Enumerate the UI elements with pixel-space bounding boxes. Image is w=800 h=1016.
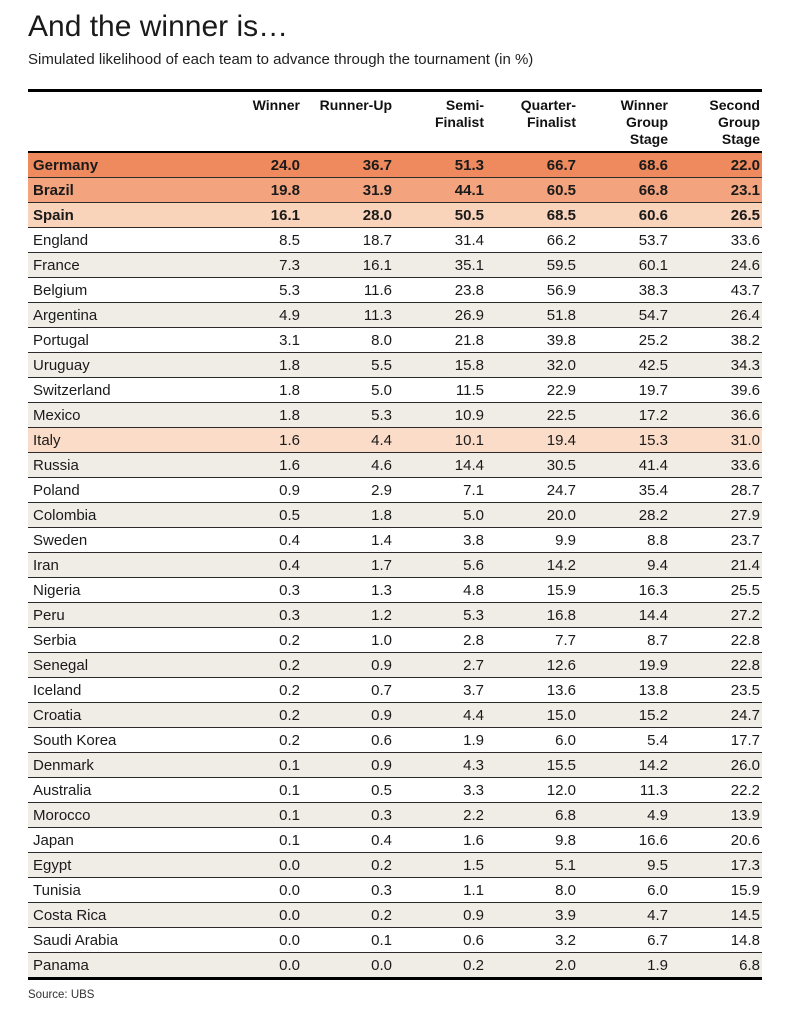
table-row bbox=[28, 777, 762, 802]
cell-value: 0.1 bbox=[279, 831, 300, 849]
cell-value: 66.2 bbox=[546, 231, 576, 249]
cell-value: 19.7 bbox=[638, 381, 668, 399]
table-row bbox=[28, 802, 762, 827]
team-name: France bbox=[33, 256, 80, 274]
cell-value: 11.5 bbox=[455, 381, 484, 399]
cell-value: 1.0 bbox=[371, 631, 392, 649]
cell-value: 11.6 bbox=[363, 281, 392, 299]
cell-value: 22.8 bbox=[730, 631, 760, 649]
table-row bbox=[28, 477, 762, 502]
cell-value: 60.6 bbox=[638, 206, 668, 224]
cell-value: 4.7 bbox=[647, 906, 668, 924]
cell-value: 7.7 bbox=[555, 631, 576, 649]
team-name: Japan bbox=[33, 831, 74, 849]
cell-value: 5.3 bbox=[279, 281, 300, 299]
cell-value: 42.5 bbox=[638, 356, 668, 374]
cell-value: 14.5 bbox=[730, 906, 760, 924]
cell-value: 23.1 bbox=[730, 181, 760, 199]
cell-value: 3.2 bbox=[555, 931, 576, 949]
cell-value: 35.4 bbox=[638, 481, 668, 499]
cell-value: 15.0 bbox=[546, 706, 576, 724]
table-row bbox=[28, 627, 762, 652]
cell-value: 22.5 bbox=[546, 406, 576, 424]
cell-value: 5.5 bbox=[371, 356, 392, 374]
table-row bbox=[28, 277, 762, 302]
cell-value: 0.3 bbox=[371, 881, 392, 899]
team-name: Panama bbox=[33, 956, 89, 974]
team-name: Italy bbox=[33, 431, 61, 449]
cell-value: 20.6 bbox=[730, 831, 760, 849]
table-row bbox=[28, 852, 762, 877]
cell-value: 28.2 bbox=[638, 506, 668, 524]
table-row bbox=[28, 452, 762, 477]
cell-value: 41.4 bbox=[638, 456, 668, 474]
cell-value: 0.9 bbox=[371, 656, 392, 674]
cell-value: 16.6 bbox=[638, 831, 668, 849]
table-row bbox=[28, 952, 762, 978]
cell-value: 0.4 bbox=[371, 831, 392, 849]
cell-value: 38.2 bbox=[730, 331, 760, 349]
table-row bbox=[28, 752, 762, 777]
table-row bbox=[28, 702, 762, 727]
cell-value: 2.7 bbox=[463, 656, 484, 674]
team-name: Poland bbox=[33, 481, 80, 499]
cell-value: 11.3 bbox=[363, 306, 392, 324]
cell-value: 17.3 bbox=[730, 856, 760, 874]
cell-value: 44.1 bbox=[454, 181, 484, 199]
page-title: And the winner is… bbox=[28, 10, 289, 43]
cell-value: 14.8 bbox=[730, 931, 760, 949]
cell-value: 26.0 bbox=[730, 756, 760, 774]
table-row bbox=[28, 577, 762, 602]
cell-value: 10.1 bbox=[454, 431, 484, 449]
cell-value: 43.7 bbox=[730, 281, 760, 299]
table-header-row bbox=[28, 90, 762, 152]
cell-value: 34.3 bbox=[730, 356, 760, 374]
column-header-winner-group-stage: Winner Group Stage bbox=[578, 90, 670, 152]
cell-value: 5.4 bbox=[647, 731, 668, 749]
cell-value: 0.9 bbox=[463, 906, 484, 924]
team-name: Sweden bbox=[33, 531, 88, 549]
cell-value: 36.6 bbox=[730, 406, 760, 424]
cell-value: 0.0 bbox=[279, 881, 300, 899]
cell-value: 22.0 bbox=[730, 156, 760, 174]
cell-value: 4.4 bbox=[371, 431, 392, 449]
cell-value: 16.3 bbox=[638, 581, 668, 599]
cell-value: 17.7 bbox=[730, 731, 760, 749]
cell-value: 1.6 bbox=[279, 456, 300, 474]
cell-value: 9.9 bbox=[555, 531, 576, 549]
cell-value: 14.4 bbox=[638, 606, 668, 624]
cell-value: 0.2 bbox=[371, 856, 392, 874]
likelihood-table bbox=[28, 89, 762, 980]
cell-value: 26.5 bbox=[730, 206, 760, 224]
team-name: Morocco bbox=[33, 806, 91, 824]
table-row bbox=[28, 652, 762, 677]
cell-value: 27.9 bbox=[730, 506, 760, 524]
cell-value: 39.8 bbox=[546, 331, 576, 349]
cell-value: 0.0 bbox=[279, 956, 300, 974]
cell-value: 1.6 bbox=[279, 431, 300, 449]
team-name: Saudi Arabia bbox=[33, 931, 119, 949]
cell-value: 15.9 bbox=[546, 581, 576, 599]
team-name: Mexico bbox=[33, 406, 81, 424]
cell-value: 53.7 bbox=[638, 231, 668, 249]
cell-value: 1.8 bbox=[371, 506, 392, 524]
table-row bbox=[28, 927, 762, 952]
cell-value: 4.9 bbox=[647, 806, 668, 824]
cell-value: 0.2 bbox=[279, 656, 300, 674]
team-name: Denmark bbox=[33, 756, 94, 774]
cell-value: 1.2 bbox=[371, 606, 392, 624]
table-row bbox=[28, 602, 762, 627]
cell-value: 24.0 bbox=[270, 156, 300, 174]
cell-value: 1.8 bbox=[279, 356, 300, 374]
cell-value: 5.0 bbox=[463, 506, 484, 524]
cell-value: 25.5 bbox=[730, 581, 760, 599]
cell-value: 0.1 bbox=[279, 756, 300, 774]
team-name: Egypt bbox=[33, 856, 72, 874]
cell-value: 22.9 bbox=[546, 381, 576, 399]
team-name: England bbox=[33, 231, 89, 249]
cell-value: 24.6 bbox=[730, 256, 760, 274]
cell-value: 0.2 bbox=[279, 631, 300, 649]
table-row bbox=[28, 252, 762, 277]
cell-value: 51.3 bbox=[454, 156, 484, 174]
cell-value: 20.0 bbox=[546, 506, 576, 524]
cell-value: 30.5 bbox=[546, 456, 576, 474]
cell-value: 50.5 bbox=[454, 206, 484, 224]
table-row bbox=[28, 352, 762, 377]
cell-value: 23.8 bbox=[454, 281, 484, 299]
cell-value: 1.8 bbox=[279, 406, 300, 424]
cell-value: 5.0 bbox=[371, 381, 392, 399]
cell-value: 9.8 bbox=[555, 831, 576, 849]
cell-value: 51.8 bbox=[546, 306, 576, 324]
cell-value: 3.3 bbox=[463, 781, 484, 799]
team-name: Colombia bbox=[33, 506, 97, 524]
cell-value: 0.3 bbox=[371, 806, 392, 824]
cell-value: 0.4 bbox=[279, 531, 300, 549]
cell-value: 0.1 bbox=[279, 781, 300, 799]
cell-value: 6.0 bbox=[555, 731, 576, 749]
cell-value: 13.9 bbox=[730, 806, 760, 824]
cell-value: 8.0 bbox=[555, 881, 576, 899]
cell-value: 24.7 bbox=[730, 706, 760, 724]
column-header-second-group-stage: Second Group Stage bbox=[670, 90, 762, 152]
table-row bbox=[28, 827, 762, 852]
cell-value: 0.6 bbox=[463, 931, 484, 949]
team-name: Germany bbox=[33, 156, 99, 174]
cell-value: 4.9 bbox=[279, 306, 300, 324]
column-header-runner-up: Runner-Up bbox=[302, 90, 394, 152]
cell-value: 3.1 bbox=[279, 331, 300, 349]
column-header-semi-finalist: Semi- Finalist bbox=[394, 90, 486, 152]
team-name: Peru bbox=[33, 606, 65, 624]
cell-value: 26.9 bbox=[454, 306, 484, 324]
cell-value: 3.9 bbox=[555, 906, 576, 924]
cell-value: 32.0 bbox=[546, 356, 576, 374]
cell-value: 4.4 bbox=[463, 706, 484, 724]
cell-value: 15.5 bbox=[546, 756, 576, 774]
team-name: Croatia bbox=[33, 706, 82, 724]
cell-value: 35.1 bbox=[454, 256, 484, 274]
cell-value: 4.8 bbox=[463, 581, 484, 599]
cell-value: 16.1 bbox=[362, 256, 392, 274]
cell-value: 1.8 bbox=[279, 381, 300, 399]
cell-value: 13.6 bbox=[546, 681, 576, 699]
cell-value: 2.9 bbox=[371, 481, 392, 499]
table-row bbox=[28, 327, 762, 352]
table-row bbox=[28, 377, 762, 402]
cell-value: 66.7 bbox=[546, 156, 576, 174]
cell-value: 14.2 bbox=[546, 556, 576, 574]
cell-value: 33.6 bbox=[730, 231, 760, 249]
cell-value: 12.6 bbox=[546, 656, 576, 674]
table-row bbox=[28, 302, 762, 327]
cell-value: 39.6 bbox=[730, 381, 760, 399]
cell-value: 4.3 bbox=[463, 756, 484, 774]
cell-value: 10.9 bbox=[454, 406, 484, 424]
team-name: Belgium bbox=[33, 281, 88, 299]
cell-value: 0.9 bbox=[371, 706, 392, 724]
cell-value: 15.3 bbox=[638, 431, 668, 449]
cell-value: 14.4 bbox=[454, 456, 484, 474]
cell-value: 26.4 bbox=[730, 306, 760, 324]
cell-value: 28.0 bbox=[362, 206, 392, 224]
cell-value: 16.1 bbox=[270, 206, 300, 224]
cell-value: 0.0 bbox=[279, 856, 300, 874]
cell-value: 0.2 bbox=[371, 906, 392, 924]
cell-value: 27.2 bbox=[730, 606, 760, 624]
cell-value: 5.3 bbox=[371, 406, 392, 424]
table-row bbox=[28, 152, 762, 178]
cell-value: 8.5 bbox=[279, 231, 300, 249]
table-row bbox=[28, 727, 762, 752]
cell-value: 60.5 bbox=[546, 181, 576, 199]
cell-value: 31.9 bbox=[362, 181, 392, 199]
cell-value: 6.0 bbox=[647, 881, 668, 899]
cell-value: 31.0 bbox=[730, 431, 760, 449]
cell-value: 0.2 bbox=[279, 731, 300, 749]
team-name: Spain bbox=[33, 206, 74, 224]
cell-value: 0.0 bbox=[279, 906, 300, 924]
cell-value: 54.7 bbox=[638, 306, 668, 324]
cell-value: 6.7 bbox=[647, 931, 668, 949]
figure-subtitle: Simulated likelihood of each team to advance through the tournament (in %) bbox=[28, 50, 534, 68]
cell-value: 0.6 bbox=[371, 731, 392, 749]
cell-value: 25.2 bbox=[638, 331, 668, 349]
table-row bbox=[28, 177, 762, 202]
team-name: South Korea bbox=[33, 731, 117, 749]
cell-value: 22.2 bbox=[730, 781, 760, 799]
cell-value: 5.3 bbox=[463, 606, 484, 624]
column-header-quarter-finalist: Quarter- Finalist bbox=[486, 90, 578, 152]
cell-value: 0.1 bbox=[279, 806, 300, 824]
cell-value: 1.6 bbox=[463, 831, 484, 849]
cell-value: 0.2 bbox=[463, 956, 484, 974]
table-row bbox=[28, 552, 762, 577]
cell-value: 22.8 bbox=[730, 656, 760, 674]
cell-value: 1.9 bbox=[463, 731, 484, 749]
cell-value: 1.3 bbox=[371, 581, 392, 599]
team-name: Costa Rica bbox=[33, 906, 107, 924]
cell-value: 5.6 bbox=[463, 556, 484, 574]
cell-value: 38.3 bbox=[638, 281, 668, 299]
cell-value: 0.4 bbox=[279, 556, 300, 574]
table-row bbox=[28, 677, 762, 702]
cell-value: 3.7 bbox=[463, 681, 484, 699]
team-name: Uruguay bbox=[33, 356, 90, 374]
cell-value: 33.6 bbox=[730, 456, 760, 474]
cell-value: 12.0 bbox=[546, 781, 576, 799]
source-note: Source: UBS bbox=[28, 988, 95, 1001]
team-name: Australia bbox=[33, 781, 92, 799]
cell-value: 0.5 bbox=[279, 506, 300, 524]
table-row bbox=[28, 427, 762, 452]
cell-value: 9.4 bbox=[647, 556, 668, 574]
cell-value: 15.2 bbox=[638, 706, 668, 724]
cell-value: 13.8 bbox=[638, 681, 668, 699]
team-name: Iceland bbox=[33, 681, 82, 699]
cell-value: 19.9 bbox=[638, 656, 668, 674]
cell-value: 59.5 bbox=[546, 256, 576, 274]
cell-value: 0.2 bbox=[279, 706, 300, 724]
cell-value: 2.2 bbox=[463, 806, 484, 824]
team-name: Serbia bbox=[33, 631, 77, 649]
cell-value: 5.1 bbox=[555, 856, 576, 874]
table-row bbox=[28, 202, 762, 227]
cell-value: 23.7 bbox=[730, 531, 760, 549]
table-body bbox=[28, 152, 762, 979]
cell-value: 28.7 bbox=[730, 481, 760, 499]
cell-value: 0.5 bbox=[371, 781, 392, 799]
cell-value: 66.8 bbox=[638, 181, 668, 199]
cell-value: 0.2 bbox=[279, 681, 300, 699]
cell-value: 0.9 bbox=[279, 481, 300, 499]
team-name: Portugal bbox=[33, 331, 89, 349]
team-name: Russia bbox=[33, 456, 79, 474]
cell-value: 1.5 bbox=[463, 856, 484, 874]
table-row bbox=[28, 527, 762, 552]
cell-value: 19.4 bbox=[546, 431, 576, 449]
cell-value: 11.3 bbox=[639, 781, 668, 799]
team-name: Iran bbox=[33, 556, 59, 574]
cell-value: 21.4 bbox=[730, 556, 760, 574]
cell-value: 24.7 bbox=[546, 481, 576, 499]
cell-value: 0.3 bbox=[279, 581, 300, 599]
cell-value: 14.2 bbox=[638, 756, 668, 774]
cell-value: 6.8 bbox=[555, 806, 576, 824]
cell-value: 21.8 bbox=[454, 331, 484, 349]
team-name: Senegal bbox=[33, 656, 89, 674]
cell-value: 15.9 bbox=[730, 881, 760, 899]
table-row bbox=[28, 502, 762, 527]
cell-value: 16.8 bbox=[546, 606, 576, 624]
cell-value: 68.5 bbox=[546, 206, 576, 224]
cell-value: 1.9 bbox=[647, 956, 668, 974]
cell-value: 7.1 bbox=[463, 481, 484, 499]
cell-value: 3.8 bbox=[463, 531, 484, 549]
cell-value: 8.8 bbox=[647, 531, 668, 549]
cell-value: 68.6 bbox=[638, 156, 668, 174]
team-name: Switzerland bbox=[33, 381, 111, 399]
cell-value: 17.2 bbox=[638, 406, 668, 424]
cell-value: 0.3 bbox=[279, 606, 300, 624]
cell-value: 56.9 bbox=[546, 281, 576, 299]
cell-value: 4.6 bbox=[371, 456, 392, 474]
column-header-winner: Winner bbox=[210, 90, 302, 152]
cell-value: 36.7 bbox=[362, 156, 392, 174]
cell-value: 0.9 bbox=[371, 756, 392, 774]
cell-value: 31.4 bbox=[454, 231, 484, 249]
team-column-header bbox=[28, 90, 210, 152]
team-name: Tunisia bbox=[33, 881, 81, 899]
cell-value: 8.0 bbox=[371, 331, 392, 349]
cell-value: 1.7 bbox=[371, 556, 392, 574]
cell-value: 0.7 bbox=[371, 681, 392, 699]
cell-value: 19.8 bbox=[270, 181, 300, 199]
cell-value: 15.8 bbox=[454, 356, 484, 374]
table-row bbox=[28, 227, 762, 252]
cell-value: 1.4 bbox=[371, 531, 392, 549]
cell-value: 0.0 bbox=[279, 931, 300, 949]
cell-value: 8.7 bbox=[647, 631, 668, 649]
cell-value: 9.5 bbox=[647, 856, 668, 874]
team-name: Brazil bbox=[33, 181, 74, 199]
table-row bbox=[28, 902, 762, 927]
cell-value: 2.0 bbox=[555, 956, 576, 974]
cell-value: 0.1 bbox=[371, 931, 392, 949]
cell-value: 1.1 bbox=[463, 881, 484, 899]
team-name: Nigeria bbox=[33, 581, 81, 599]
cell-value: 60.1 bbox=[638, 256, 668, 274]
table-row bbox=[28, 877, 762, 902]
cell-value: 2.8 bbox=[463, 631, 484, 649]
cell-value: 23.5 bbox=[730, 681, 760, 699]
table-row bbox=[28, 402, 762, 427]
cell-value: 6.8 bbox=[739, 956, 760, 974]
cell-value: 7.3 bbox=[279, 256, 300, 274]
cell-value: 0.0 bbox=[371, 956, 392, 974]
team-name: Argentina bbox=[33, 306, 98, 324]
cell-value: 18.7 bbox=[362, 231, 392, 249]
table-header bbox=[28, 90, 762, 152]
